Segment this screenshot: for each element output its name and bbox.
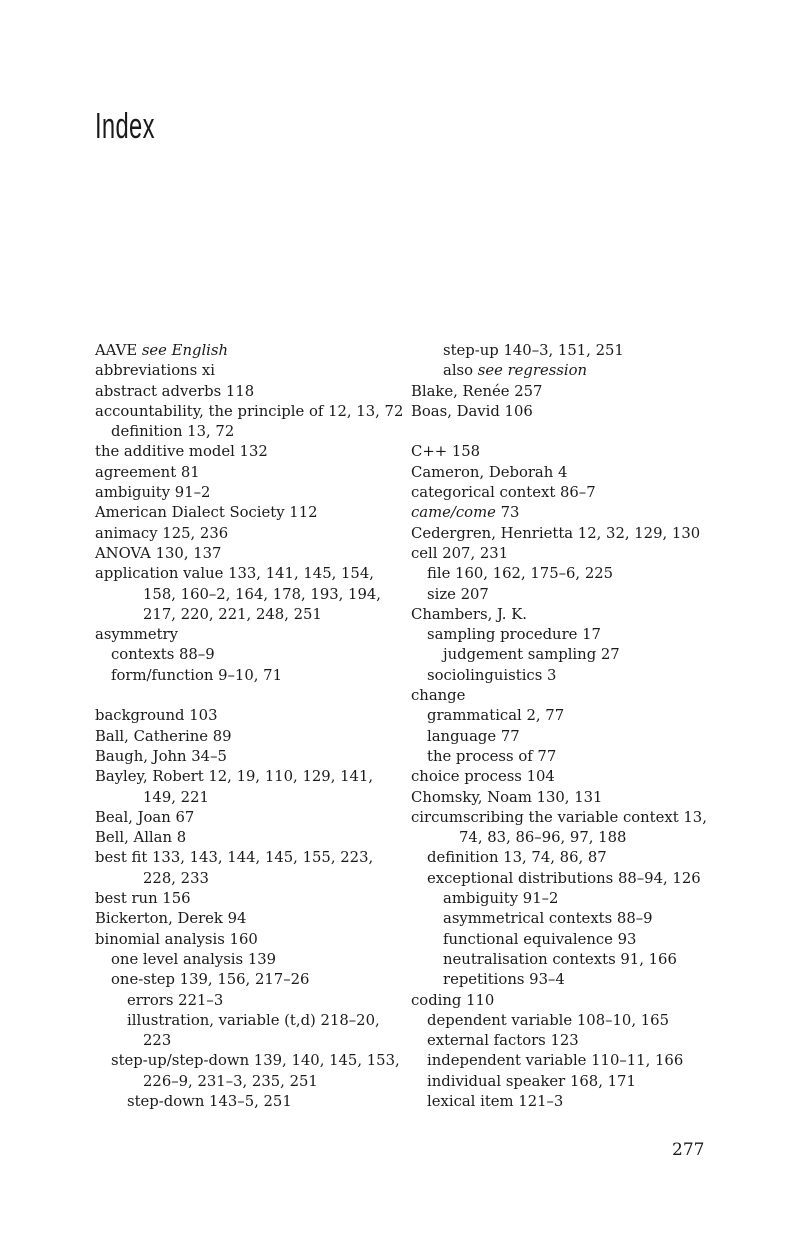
index-subsubentry xyxy=(411,970,711,990)
index-entry-continuation xyxy=(95,1031,395,1051)
index-entry-continuation xyxy=(95,585,395,605)
index-subsubentry xyxy=(411,645,711,665)
index-entry xyxy=(95,442,395,462)
index-subentry xyxy=(95,422,395,442)
index-subentry xyxy=(95,950,395,970)
index-subentry xyxy=(95,666,395,686)
index-entry-text: Ball, Catherine 89 xyxy=(95,727,232,745)
index-entry-text: contexts 88–9 xyxy=(111,646,215,664)
index-entry-text: ANOVA 130, 137 xyxy=(95,544,222,562)
index-subsubentry xyxy=(411,930,711,950)
index-entry-text: Cedergren, Henrietta 12, 32, 129, 130 xyxy=(411,524,701,542)
index-entry-italic: came/come xyxy=(411,504,496,522)
index-entry-text: binomial analysis 160 xyxy=(95,930,258,948)
index-entry-text: AAVE xyxy=(95,342,142,359)
index-entry xyxy=(95,503,395,523)
index-entry-text: dependent variable 108–10, 165 xyxy=(427,1011,669,1029)
index-entry-text: definition 13, 72 xyxy=(111,423,235,441)
index-entry xyxy=(411,605,711,625)
index-entry-text: 73 xyxy=(495,504,520,522)
index-entry-text: sampling procedure 17 xyxy=(427,626,601,644)
index-entry-text: form/function 9–10, 71 xyxy=(111,666,282,684)
index-entry xyxy=(411,808,711,828)
index-entry-text: the additive model 132 xyxy=(95,443,268,461)
index-entry xyxy=(95,747,395,767)
index-entry-text: judgement sampling 27 xyxy=(443,646,620,664)
index-entry-text: best fit 133, 143, 144, 145, 155, 223, xyxy=(95,849,374,867)
index-entry-text: grammatical 2, 77 xyxy=(427,707,565,725)
index-subentry xyxy=(411,1051,711,1071)
index-entry-text: Bayley, Robert 12, 19, 110, 129, 141, xyxy=(95,768,374,786)
index-entry-text: ambiguity 91–2 xyxy=(95,484,211,502)
index-entry-text: step-down 143–5, 251 xyxy=(127,1092,292,1110)
index-entry-text: illustration, variable (t,d) 218–20, xyxy=(127,1011,380,1029)
index-entry-text: background 103 xyxy=(95,707,218,725)
index-entry-text: agreement 81 xyxy=(95,463,200,481)
index-entry-text: 149, 221 xyxy=(143,788,209,806)
index-subsubentry xyxy=(411,950,711,970)
index-entry-text: 226–9, 231–3, 235, 251 xyxy=(143,1072,318,1090)
index-entry-text: 158, 160–2, 164, 178, 193, 194, xyxy=(143,585,382,603)
index-entry xyxy=(411,503,711,523)
index-cross-reference: see English xyxy=(141,342,229,359)
index-subsubentry xyxy=(95,991,395,1011)
index-entry-text: the process of 77 xyxy=(427,747,557,765)
index-entry xyxy=(411,463,711,483)
index-entry-text: exceptional distributions 88–94, 126 xyxy=(427,869,701,887)
index-entry xyxy=(411,544,711,564)
index-entry xyxy=(95,341,395,361)
index-entry-text: Bell, Allan 8 xyxy=(95,829,187,847)
index-subentry xyxy=(411,747,711,767)
index-subentry xyxy=(411,1031,711,1051)
index-entry-text: independent variable 110–11, 166 xyxy=(427,1052,684,1070)
index-subsubentry xyxy=(411,909,711,929)
index-subsubentry xyxy=(95,1092,395,1112)
index-entry-text: language 77 xyxy=(427,727,520,745)
index-entry xyxy=(95,564,395,584)
index-entry-text: one-step 139, 156, 217–26 xyxy=(111,971,310,989)
index-entry-text: C++ 158 xyxy=(411,443,481,461)
index-entry-continuation xyxy=(95,869,395,889)
index-subsubentry xyxy=(95,1011,395,1031)
index-cross-reference: see regression xyxy=(477,362,588,380)
index-subentry xyxy=(411,1011,711,1031)
index-entry-text: step-up 140–3, 151, 251 xyxy=(443,342,624,359)
index-entry-text: file 160, 162, 175–6, 225 xyxy=(427,565,614,583)
index-subsubentry xyxy=(411,341,711,361)
index-entry-text: 223 xyxy=(143,1032,172,1050)
index-entry-text: change xyxy=(411,687,466,705)
index-entry xyxy=(95,848,395,868)
index-entry-text: coding 110 xyxy=(411,991,495,1009)
index-entry-continuation xyxy=(95,788,395,808)
index-entry xyxy=(95,463,395,483)
index-entry xyxy=(411,382,711,402)
index-entry-text: asymmetry xyxy=(95,626,178,644)
index-entry-text: best run 156 xyxy=(95,890,191,908)
index-entry xyxy=(411,483,711,503)
index-entry xyxy=(95,808,395,828)
index-entry-text: categorical context 86–7 xyxy=(411,484,596,502)
index-entry xyxy=(95,524,395,544)
index-subentry xyxy=(411,1092,711,1112)
index-entry xyxy=(95,889,395,909)
index-entry-text: one level analysis 139 xyxy=(111,950,277,968)
index-entry-text: errors 221–3 xyxy=(127,991,224,1009)
index-entry-text: step-up/step-down 139, 140, 145, 153, xyxy=(111,1052,400,1070)
index-entry-continuation xyxy=(411,828,711,848)
index-entry-text: external factors 123 xyxy=(427,1032,579,1050)
page-number: 277 xyxy=(672,1140,705,1160)
index-entry xyxy=(411,442,711,462)
index-entry-text: American Dialect Society 112 xyxy=(95,504,318,522)
index-entry-text: functional equivalence 93 xyxy=(443,930,637,948)
index-entry-text: Boas, David 106 xyxy=(411,402,533,420)
index-entry-text: neutralisation contexts 91, 166 xyxy=(443,950,677,968)
index-entry-text: accountability, the principle of 12, 13, 72 xyxy=(95,402,404,420)
index-entry-text: animacy 125, 236 xyxy=(95,524,229,542)
index-entry xyxy=(95,483,395,503)
index-entry-text: size 207 xyxy=(427,585,489,603)
index-entry xyxy=(411,402,711,422)
index-subentry xyxy=(411,625,711,645)
index-entry-text: 74, 83, 86–96, 97, 188 xyxy=(459,829,627,847)
index-column-left xyxy=(95,341,404,1112)
index-entry-text: 228, 233 xyxy=(143,869,209,887)
index-letter-gap xyxy=(411,422,711,442)
index-entry-text: cell 207, 231 xyxy=(411,544,509,562)
index-entry-continuation xyxy=(95,1072,395,1092)
index-entry-text: individual speaker 168, 171 xyxy=(427,1072,636,1090)
index-entry xyxy=(411,524,711,544)
index-subentry xyxy=(411,869,711,889)
index-entry-text: Beal, Joan 67 xyxy=(95,808,195,826)
index-subentry xyxy=(411,585,711,605)
index-entry xyxy=(411,686,711,706)
index-entry xyxy=(95,930,395,950)
index-entry xyxy=(95,828,395,848)
index-entry xyxy=(95,767,395,787)
index-subsubentry xyxy=(411,361,711,381)
index-entry-text: Bickerton, Derek 94 xyxy=(95,910,247,928)
index-entry-text: application value 133, 141, 145, 154, xyxy=(95,565,374,583)
index-subentry xyxy=(411,666,711,686)
index-subentry xyxy=(411,1072,711,1092)
index-entry-text: repetitions 93–4 xyxy=(443,971,565,989)
index-entry-continuation xyxy=(95,605,395,625)
index-entry xyxy=(95,402,404,422)
index-subentry xyxy=(411,727,711,747)
index-entry-text: sociolinguistics 3 xyxy=(427,666,557,684)
index-entry-text: Blake, Renée 257 xyxy=(411,382,543,400)
index-subentry xyxy=(95,1051,400,1071)
index-subentry xyxy=(95,645,395,665)
index-entry xyxy=(411,767,711,787)
index-entry xyxy=(95,727,395,747)
index-entry-text: circumscribing the variable context 13, xyxy=(411,808,707,826)
index-entry-text: abbreviations xi xyxy=(95,362,216,380)
index-subentry xyxy=(411,706,711,726)
index-entry-text: Chomsky, Noam 130, 131 xyxy=(411,788,603,806)
index-entry xyxy=(95,544,395,564)
index-subentry xyxy=(411,564,711,584)
index-entry xyxy=(95,625,395,645)
index-entry-text: definition 13, 74, 86, 87 xyxy=(427,849,607,867)
page-title: Index xyxy=(95,105,155,146)
index-entry xyxy=(95,382,395,402)
index-column-right xyxy=(411,341,711,1112)
index-entry-text: abstract adverbs 118 xyxy=(95,382,255,400)
index-subentry xyxy=(411,848,711,868)
index-entry xyxy=(95,361,395,381)
index-entry-text: 217, 220, 221, 248, 251 xyxy=(143,605,322,623)
index-entry-text: ambiguity 91–2 xyxy=(443,890,559,908)
index-entry-text: also xyxy=(443,362,478,380)
index-entry-text: Chambers, J. K. xyxy=(411,605,527,623)
index-entry-text: Baugh, John 34–5 xyxy=(95,747,227,765)
index-subentry xyxy=(95,970,395,990)
index-entry-text: choice process 104 xyxy=(411,768,555,786)
index-entry-text: asymmetrical contexts 88–9 xyxy=(443,910,653,928)
index-letter-gap xyxy=(95,686,395,706)
index-subsubentry xyxy=(411,889,711,909)
index-entry-text: Cameron, Deborah 4 xyxy=(411,463,568,481)
index-entry-text: lexical item 121–3 xyxy=(427,1092,564,1110)
index-entry xyxy=(411,991,711,1011)
index-entry xyxy=(95,909,395,929)
index-entry xyxy=(95,706,395,726)
index-entry xyxy=(411,788,711,808)
